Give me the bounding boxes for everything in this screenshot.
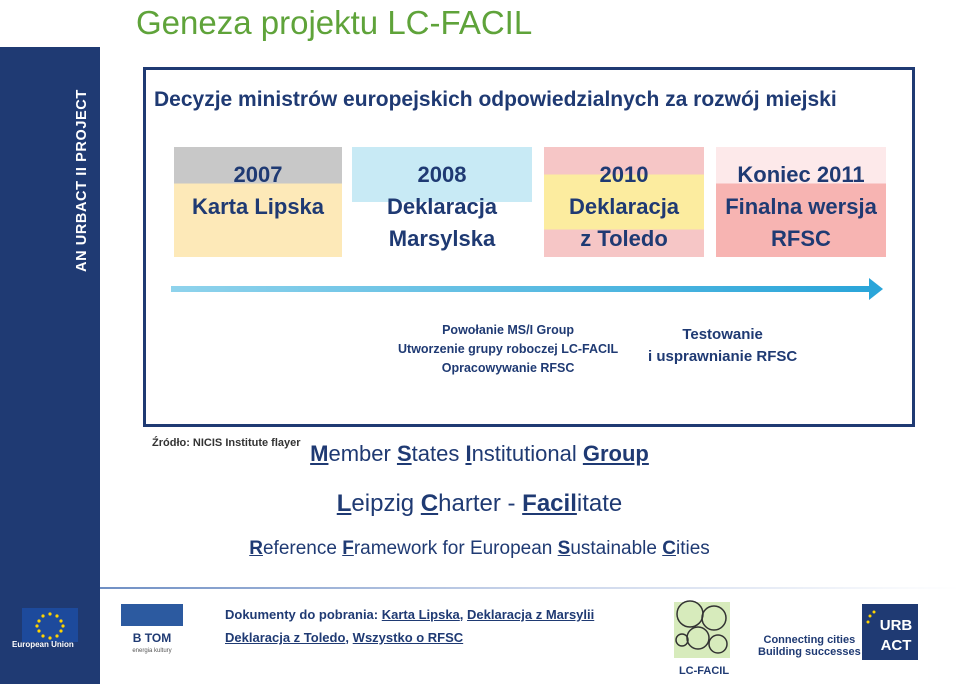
acronym-rest: harter - xyxy=(438,490,523,517)
acronym-letter: F xyxy=(342,538,354,559)
milestone-2008 xyxy=(352,147,532,257)
acronym-letter: L xyxy=(336,490,352,517)
footer-divider xyxy=(100,587,959,589)
flyer-heading: Decyzje ministrów europejskich odpowiedzialnych za rozwój miejski xyxy=(154,88,837,111)
download-row xyxy=(225,626,594,649)
acronym-letter: Facil xyxy=(522,490,577,517)
bytom-logo xyxy=(121,604,183,656)
note-right-line: Testowanie xyxy=(682,326,763,343)
acronym-letter: R xyxy=(249,538,263,559)
acronym-rest: itate xyxy=(576,490,623,517)
acronym-letter: S xyxy=(396,441,412,466)
note-left-line: Opracowywanie RFSC xyxy=(441,361,575,375)
urbact-act: ACT xyxy=(880,637,912,654)
acronym-letter: C xyxy=(662,538,676,559)
link-karta-lipska[interactable]: Karta Lipska xyxy=(381,607,460,622)
milestone-line1: Finalna wersja xyxy=(725,194,877,219)
acronym-rest: ember xyxy=(328,441,397,466)
link-deklaracja-marsylii[interactable]: Deklaracja z Marsylii xyxy=(467,607,595,622)
acronym-lc-facil xyxy=(0,490,959,518)
milestone-year: Koniec 2011 xyxy=(737,162,865,187)
milestone-line2: Marsylska xyxy=(388,226,496,251)
milestone-line1: Karta Lipska xyxy=(191,194,325,219)
urbact-tagline xyxy=(758,634,861,658)
note-left xyxy=(398,321,618,378)
flyer-source: Źródło: NICIS Institute flayer xyxy=(152,437,301,449)
milestone-2011 xyxy=(716,147,886,257)
timeline-arrowhead xyxy=(869,278,883,300)
milestone-line1: Deklaracja xyxy=(568,194,680,219)
milestone-year: 2008 xyxy=(417,162,467,187)
acronym-letter: C xyxy=(420,490,439,517)
link-separator: , xyxy=(345,630,350,645)
link-deklaracja-toledo[interactable]: Deklaracja z Toledo xyxy=(225,630,346,645)
acronym-rest: eference xyxy=(262,538,343,559)
note-left-line: Powołanie MS/I Group xyxy=(442,323,575,337)
note-left-line: Utworzenie grupy roboczej LC-FACIL xyxy=(398,342,619,356)
acronym-letter: Group xyxy=(582,441,649,466)
milestone-year: 2010 xyxy=(599,162,649,187)
urbact-logo xyxy=(862,604,918,660)
link-separator: , xyxy=(459,607,464,622)
flyer-image xyxy=(143,67,915,427)
acronym-rest: ities xyxy=(675,538,710,559)
milestone-2010 xyxy=(544,147,704,257)
acronym-rest: ramework for European xyxy=(353,538,558,559)
link-wszystko-rfsc[interactable]: Wszystko o RFSC xyxy=(352,630,464,645)
acronym-letter: I xyxy=(465,441,472,466)
milestone-year: 2007 xyxy=(233,162,283,187)
acronym-rest: eipzig xyxy=(351,490,421,517)
lc-facil-logo xyxy=(668,594,740,678)
bytom-name: B TOM xyxy=(132,631,172,645)
download-label: Dokumenty do pobrania: xyxy=(225,607,379,622)
acronym-msig xyxy=(0,441,959,467)
note-right-line: i usprawnianie RFSC xyxy=(648,348,798,365)
lc-facil-label: LC-FACIL xyxy=(678,665,730,677)
page-title: Geneza projektu LC-FACIL xyxy=(136,4,533,41)
urbact-urb: URB xyxy=(879,617,913,634)
milestone-2007 xyxy=(174,147,342,257)
sidebar-project-label: AN URBACT II PROJECT xyxy=(74,89,90,272)
milestone-line2: z Toledo xyxy=(580,226,668,251)
eu-flag-icon xyxy=(10,604,90,662)
tagline-line: Connecting cities xyxy=(763,634,856,646)
acronym-rest: ustainable xyxy=(570,538,663,559)
acronym-rest: nstitutional xyxy=(471,441,583,466)
acronym-rfsc xyxy=(0,538,959,560)
bytom-sub: energia kultury xyxy=(132,648,172,654)
milestone-line2: RFSC xyxy=(771,226,831,251)
milestone-line1: Deklaracja xyxy=(386,194,498,219)
download-section xyxy=(225,603,594,649)
timeline-arrow xyxy=(171,286,871,292)
acronym-rest: tates xyxy=(411,441,466,466)
download-row xyxy=(225,603,594,626)
note-right xyxy=(648,324,797,368)
eu-label: European Union xyxy=(12,640,74,649)
acronym-letter: S xyxy=(557,538,571,559)
acronym-letter: M xyxy=(310,441,329,466)
tagline-line: Building successes xyxy=(758,646,861,658)
